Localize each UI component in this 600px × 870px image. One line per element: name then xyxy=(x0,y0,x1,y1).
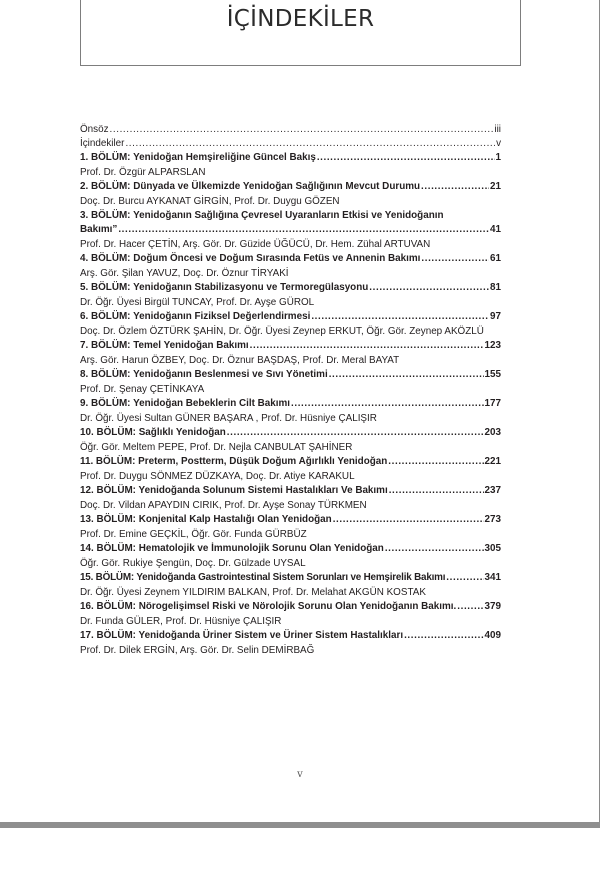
entry-page: 155 xyxy=(484,369,501,380)
entry-page: 61 xyxy=(490,253,501,264)
toc-entry[interactable] xyxy=(80,151,501,165)
toc-entry[interactable] xyxy=(80,426,501,440)
toc-entry[interactable] xyxy=(80,600,501,614)
chapter-heading xyxy=(80,339,249,353)
chapter-authors: Prof. Dr. Duygu SÖNMEZ DÜZKAYA, Doç. Dr. Atiye KARAKUL xyxy=(80,471,355,482)
chapter-number: 7. BÖLÜM: xyxy=(80,340,131,351)
toc-entry[interactable] xyxy=(80,397,501,411)
chapter-title: Yenidoğanın Fiziksel Değerlendirmesi xyxy=(133,311,311,322)
toc-entry[interactable] xyxy=(80,542,501,556)
leader-dots xyxy=(388,455,483,469)
entry-page: 177 xyxy=(484,398,501,409)
chapter-heading xyxy=(80,397,290,411)
chapter-authors: Dr. Öğr. Üyesi Zeynem YILDIRIM BALKAN, Prof. Dr. Melahat AKGÜN KOSTAK xyxy=(80,587,426,598)
chapter-authors: Prof. Dr. Emine GEÇKİL, Öğr. Gör. Funda GÜRBÜZ xyxy=(80,529,307,540)
chapter-number: 13. BÖLÜM: xyxy=(80,514,136,525)
leader-dots xyxy=(333,513,484,527)
entry-page: 81 xyxy=(490,282,501,293)
chapter-title: Nörogelişimsel Riski ve Nörolojik Sorunu Olan Yenidoğanın Bakımı. xyxy=(138,601,457,612)
leader-dots xyxy=(404,629,483,643)
chapter-authors: Doç. Dr. Vildan APAYDIN CIRIK, Prof. Dr. Ayşe Sonay TÜRKMEN xyxy=(80,500,367,511)
chapter-number: 6. BÖLÜM: xyxy=(80,311,131,322)
chapter-heading xyxy=(80,629,403,643)
chapter-heading xyxy=(80,368,328,382)
chapter-title: Yenidoğanın Stabilizasyonu ve Termoregülasyonu xyxy=(133,282,369,293)
chapter-title: Yenidoğanda Gastrointestinal Sistem Sorunları ve Hemşirelik Bakımı xyxy=(136,572,446,583)
leader-dots xyxy=(291,397,484,411)
chapter-title: Temel Yenidoğan Bakımı xyxy=(133,340,249,351)
chapter-heading xyxy=(80,600,456,614)
leader-dots xyxy=(110,123,494,137)
chapter-number: 14. BÖLÜM: xyxy=(80,543,136,554)
toc-entry[interactable] xyxy=(80,180,501,194)
chapter-title: Yenidoğan Hemşireliğine Güncel Bakış xyxy=(133,152,316,163)
chapter-title: Sağlıklı Yenidoğan xyxy=(138,427,226,438)
chapter-heading xyxy=(80,571,445,585)
toc-entry[interactable] xyxy=(80,223,501,237)
bottom-bar xyxy=(0,822,600,828)
chapter-heading xyxy=(80,252,420,266)
page-number: v xyxy=(297,769,303,780)
toc-entry[interactable] xyxy=(80,310,501,324)
entry-page: 21 xyxy=(490,181,501,192)
chapter-heading xyxy=(80,151,316,165)
chapter-title: Yenidoğanın Sağlığına Çevresel Uyaranların Etkisi ve Yenidoğanın xyxy=(133,210,444,221)
toc-entry[interactable] xyxy=(80,252,501,266)
chapter-heading xyxy=(80,310,310,324)
chapter-authors: Dr. Öğr. Üyesi Birgül TUNCAY, Prof. Dr. Ayşe GÜROL xyxy=(80,297,315,308)
leader-dots xyxy=(421,252,489,266)
leader-dots xyxy=(385,542,484,556)
chapter-authors: Dr. Öğr. Üyesi Sultan GÜNER BAŞARA , Prof. Dr. Hüsniye ÇALIŞIR xyxy=(80,413,377,424)
chapter-heading xyxy=(80,513,332,527)
chapter-number: 15. BÖLÜM: xyxy=(80,572,134,583)
chapter-number: 8. BÖLÜM: xyxy=(80,369,131,380)
page-title: İÇİNDEKİLER xyxy=(226,6,375,32)
chapter-title-line xyxy=(80,209,501,223)
entry-page: 305 xyxy=(484,543,501,554)
chapter-authors: Öğr. Gör. Meltem PEPE, Prof. Dr. Nejla CANBULAT ŞAHİNER xyxy=(80,442,353,453)
chapter-heading xyxy=(80,542,384,556)
toc-entry[interactable] xyxy=(80,137,501,151)
chapter-number: 3. BÖLÜM: xyxy=(80,210,131,221)
chapter-heading xyxy=(80,281,368,295)
leader-dots xyxy=(369,281,489,295)
leader-dots xyxy=(317,151,495,165)
chapter-number: 12. BÖLÜM: xyxy=(80,485,136,496)
chapter-authors: Öğr. Gör. Rukiye Şengün, Doç. Dr. Gülzade UYSAL xyxy=(80,558,306,569)
leader-dots xyxy=(421,180,489,194)
leader-dots xyxy=(446,571,483,585)
leader-dots xyxy=(125,137,495,151)
leader-dots xyxy=(329,368,484,382)
chapter-title-cont: Bakımı” xyxy=(80,224,118,235)
entry-page: 273 xyxy=(484,514,501,525)
chapter-number: 5. BÖLÜM: xyxy=(80,282,131,293)
chapter-number: 9. BÖLÜM: xyxy=(80,398,131,409)
chapter-title: Konjenital Kalp Hastalığı Olan Yenidoğan xyxy=(138,514,332,525)
chapter-authors: Prof. Dr. Dilek ERGİN, Arş. Gör. Dr. Selin DEMİRBAĞ xyxy=(80,645,315,656)
entry-label: İçindekiler xyxy=(80,138,125,149)
chapter-authors: Prof. Dr. Hacer ÇETİN, Arş. Gör. Dr. Güzide ÜĞÜCÜ, Dr. Hem. Zühal ARTUVAN xyxy=(80,239,431,250)
chapter-number: 1. BÖLÜM: xyxy=(80,152,131,163)
toc-entry[interactable] xyxy=(80,368,501,382)
leader-dots xyxy=(389,484,484,498)
toc-entry[interactable] xyxy=(80,123,501,137)
chapter-heading xyxy=(80,455,387,469)
entry-page: 379 xyxy=(484,601,501,612)
chapter-number: 16. BÖLÜM: xyxy=(80,601,136,612)
chapter-authors: Doç. Dr. Burcu AYKANAT GİRGİN, Prof. Dr. Duygu GÖZEN xyxy=(80,196,340,207)
entry-page: v xyxy=(496,138,501,149)
toc-entry[interactable] xyxy=(80,281,501,295)
chapter-heading xyxy=(80,426,226,440)
toc-entry[interactable] xyxy=(80,484,501,498)
toc-entry[interactable] xyxy=(80,339,501,353)
toc-entry[interactable] xyxy=(80,571,501,585)
toc-entry[interactable] xyxy=(80,455,501,469)
chapter-authors: Arş. Gör. Şilan YAVUZ, Doç. Dr. Öznur TİRYAKİ xyxy=(80,268,289,279)
chapter-title: Yenidoğanda Üriner Sistem ve Üriner Sistem Hastalıkları xyxy=(138,630,404,641)
entry-page: 203 xyxy=(484,427,501,438)
chapter-title: Yenidoğan Bebeklerin Cilt Bakımı xyxy=(133,398,291,409)
entry-label: Önsöz xyxy=(80,124,109,135)
chapter-authors: Arş. Gör. Harun ÖZBEY, Doç. Dr. Öznur BAŞDAŞ, Prof. Dr. Meral BAYAT xyxy=(80,355,400,366)
entry-page: 221 xyxy=(484,456,501,467)
entry-page: 41 xyxy=(490,224,501,235)
chapter-number: 4. BÖLÜM: xyxy=(80,253,131,264)
chapter-number: 17. BÖLÜM: xyxy=(80,630,136,641)
chapter-title: Hematolojik ve İmmunolojik Sorunu Olan Yenidoğan xyxy=(138,543,384,554)
chapter-title: Preterm, Postterm, Düşük Doğum Ağırlıklı Yenidoğan xyxy=(138,456,388,467)
entry-page: 1 xyxy=(495,152,501,163)
entry-page: 97 xyxy=(490,311,501,322)
chapter-number: 11. BÖLÜM: xyxy=(80,456,136,467)
leader-dots xyxy=(311,310,489,324)
toc-entry[interactable] xyxy=(80,513,501,527)
entry-page: 237 xyxy=(484,485,501,496)
chapter-authors: Dr. Funda GÜLER, Prof. Dr. Hüsniye ÇALIŞIR xyxy=(80,616,282,627)
chapter-heading xyxy=(80,484,388,498)
chapter-authors: Prof. Dr. Şenay ÇETİNKAYA xyxy=(80,384,205,395)
leader-dots xyxy=(457,600,483,614)
entry-page: 341 xyxy=(484,572,501,583)
chapter-authors: Doç. Dr. Özlem ÖZTÜRK ŞAHİN, Dr. Öğr. Üyesi Zeynep ERKUT, Öğr. Gör. Zeynep AKÖZLÜ xyxy=(80,326,484,337)
chapter-number: 2. BÖLÜM: xyxy=(80,181,131,192)
table-of-contents xyxy=(80,123,501,658)
title-box xyxy=(80,0,521,66)
leader-dots xyxy=(118,223,489,237)
entry-page: 123 xyxy=(484,340,501,351)
chapter-title: Dünyada ve Ülkemizde Yenidoğan Sağlığının Mevcut Durumu xyxy=(133,181,421,192)
leader-dots xyxy=(227,426,484,440)
entry-page: 409 xyxy=(484,630,501,641)
chapter-authors: Prof. Dr. Özgür ALPARSLAN xyxy=(80,167,206,178)
chapter-title: Yenidoğanda Solunum Sistemi Hastalıkları Ve Bakımı xyxy=(138,485,388,496)
toc-entry[interactable] xyxy=(80,629,501,643)
chapter-number: 10. BÖLÜM: xyxy=(80,427,136,438)
entry-page: iii xyxy=(494,124,501,135)
chapter-title: Doğum Öncesi ve Doğum Sırasında Fetüs ve Annenin Bakımı xyxy=(133,253,421,264)
chapter-title: Yenidoğanın Beslenmesi ve Sıvı Yönetimi xyxy=(133,369,328,380)
leader-dots xyxy=(250,339,484,353)
chapter-heading xyxy=(80,180,420,194)
